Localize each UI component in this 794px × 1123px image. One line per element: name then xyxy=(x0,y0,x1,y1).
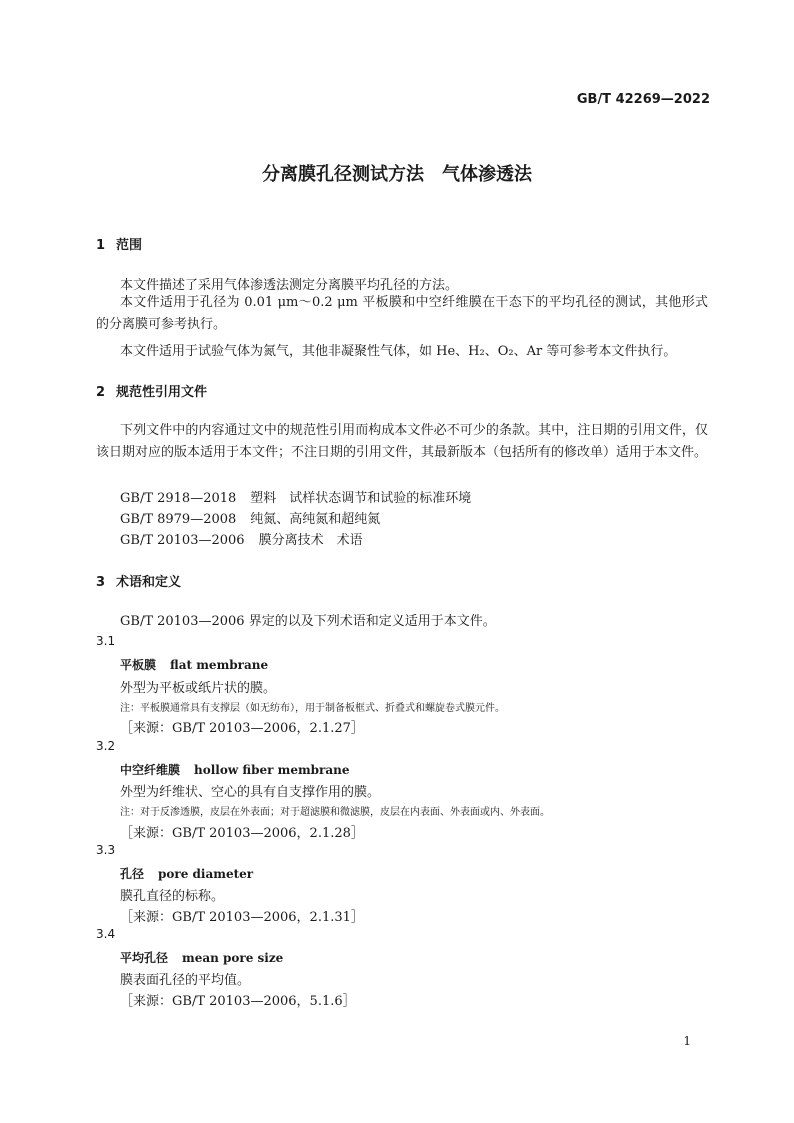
normative-intro: 下列文件中的内容通过文中的规范性引用而构成本文件必不可少的条款。其中，注日期的引用文件，仅该日期对应的版本适用于本文件；不注日期的引用文件，其最新版本（包括所有的修改单）适用于本文件。 xyxy=(96,423,708,460)
term-note: 注：平板膜通常具有支撑层（如无纺布），用于制备板框式、折叠式和螺旋卷式膜元件。 xyxy=(120,703,505,714)
terms-intro: GB/T 20103—2006 界定的以及下列术语和定义适用于本文件。 xyxy=(120,614,496,629)
section-1-heading xyxy=(96,234,142,253)
term-heading xyxy=(120,949,283,966)
term-zh: 平均孔径 xyxy=(120,951,169,965)
term-source: ［来源：GB/T 20103—2006，2.1.28］ xyxy=(120,826,364,841)
term-heading xyxy=(120,761,350,778)
section-title: 规范性引用文件 xyxy=(116,385,208,400)
term-zh: 孔径 xyxy=(120,867,145,881)
scope-paragraph-2: 本文件适用于孔径为 0.01 μm～0.2 μm 平板膜和中空纤维膜在干态下的平均孔径的测试，其他形式的分离膜可参考执行。 xyxy=(96,295,708,332)
term-zh: 中空纤维膜 xyxy=(120,763,181,777)
term-en: flat membrane xyxy=(170,658,269,672)
section-number: 3 xyxy=(96,575,106,590)
term-definition: 外型为平板或纸片状的膜。 xyxy=(120,681,277,696)
term-heading xyxy=(120,865,253,882)
scope-paragraph-3: 本文件适用于试验气体为氮气，其他非凝聚性气体，如 He、H₂、O₂、Ar 等可参考本文件执行。 xyxy=(120,344,677,359)
reference-title: 塑料 试样状态调节和试验的标准环境 xyxy=(250,491,472,506)
term-definition: 膜表面孔径的平均值。 xyxy=(120,973,251,988)
clause-number: 3.1 xyxy=(96,634,116,648)
reference-item xyxy=(120,529,377,548)
term-heading xyxy=(120,656,268,673)
reference-code: GB/T 20103—2006 xyxy=(120,533,245,548)
section-title: 术语和定义 xyxy=(116,575,182,590)
reference-item xyxy=(120,508,394,527)
reference-code: GB/T 2918—2018 xyxy=(120,491,237,506)
term-definition: 膜孔直径的标称。 xyxy=(120,889,225,904)
term-source: ［来源：GB/T 20103—2006，5.1.6］ xyxy=(120,994,356,1009)
section-number: 1 xyxy=(96,238,106,253)
term-en: pore diameter xyxy=(158,867,254,881)
clause-number: 3.2 xyxy=(96,739,116,753)
document-title: 分离膜孔径测试方法 气体渗透法 xyxy=(262,164,532,185)
scope-paragraph-1: 本文件描述了采用气体渗透法测定分离膜平均孔径的方法。 xyxy=(120,278,459,293)
term-en: mean pore size xyxy=(182,951,284,965)
section-number: 2 xyxy=(96,385,106,400)
term-source: ［来源：GB/T 20103—2006，2.1.31］ xyxy=(120,910,364,925)
term-note: 注：对于反渗透膜，皮层在外表面；对于超滤膜和微滤膜，皮层在内表面、外表面或内、外表面。 xyxy=(120,807,550,818)
clause-number: 3.4 xyxy=(96,927,116,941)
term-en: hollow fiber membrane xyxy=(194,763,350,777)
reference-code: GB/T 8979—2008 xyxy=(120,512,237,527)
reference-title: 纯氮、高纯氮和超纯氮 xyxy=(250,512,381,527)
section-2-heading xyxy=(96,381,207,400)
section-3-heading xyxy=(96,571,181,590)
reference-item xyxy=(120,487,485,506)
term-definition: 外型为纤维状、空心的具有自支撑作用的膜。 xyxy=(120,785,381,800)
page-number: 1 xyxy=(683,1034,691,1048)
section-title: 范围 xyxy=(116,238,143,253)
clause-number: 3.3 xyxy=(96,843,116,857)
reference-title: 膜分离技术 术语 xyxy=(258,533,363,548)
term-source: ［来源：GB/T 20103—2006，2.1.27］ xyxy=(120,721,364,736)
term-zh: 平板膜 xyxy=(120,658,157,672)
standard-code: GB/T 42269—2022 xyxy=(576,92,710,107)
